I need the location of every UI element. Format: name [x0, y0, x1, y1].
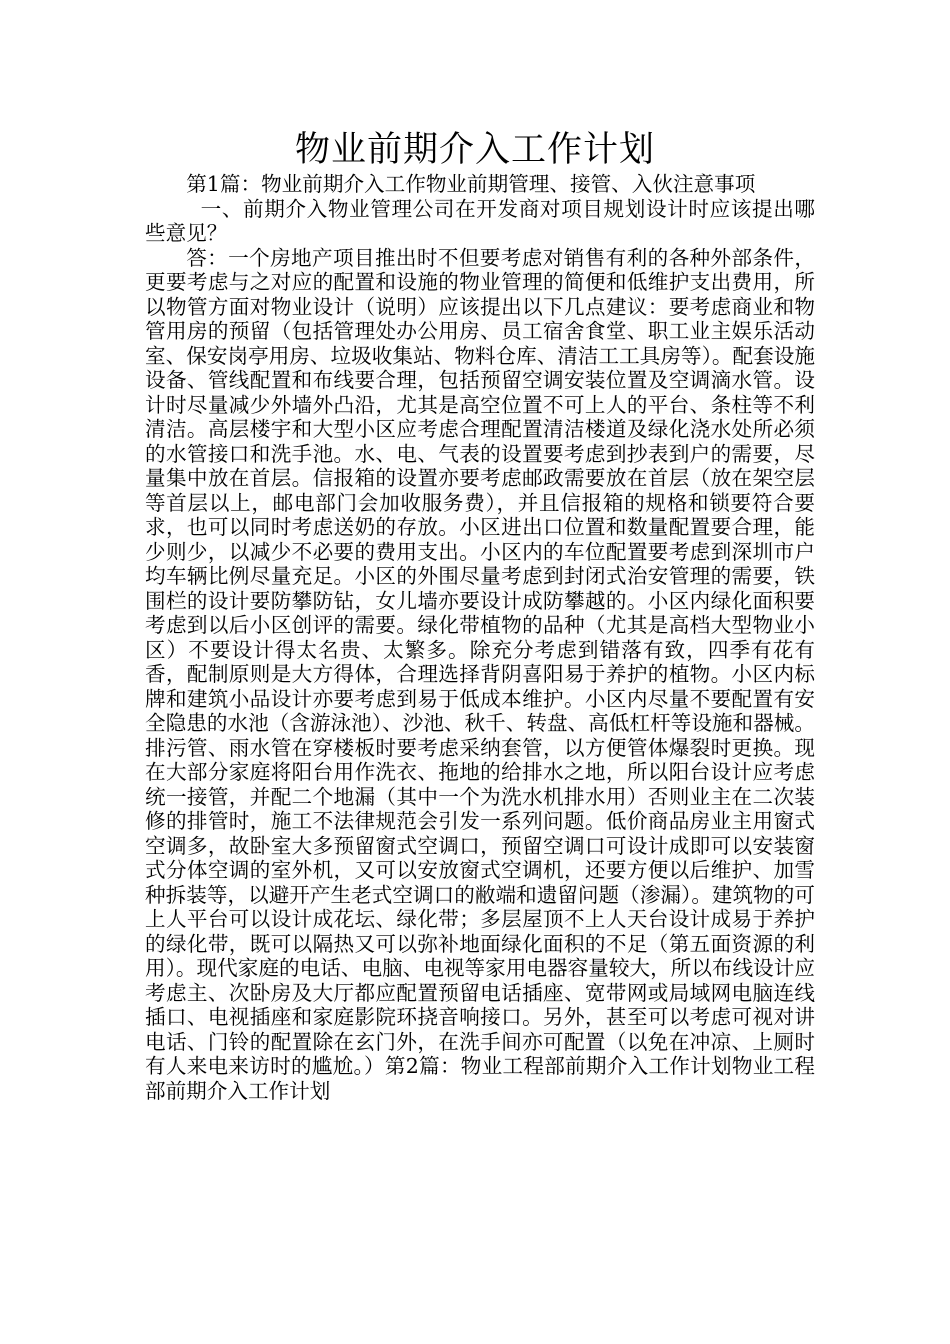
question-heading: 一、前期介入物业管理公司在开发商对项目规划设计时应该提出哪些意见？ — [145, 196, 815, 245]
document-title: 物业前期介入工作计划 — [294, 130, 655, 170]
section-heading-part1: 第1篇：物业前期介入工作物业前期管理、接管、入伙注意事项 — [186, 172, 756, 196]
answer-paragraph: 答：一个房地产项目推出时不但要考虑对销售有利的各种外部条件，更要考虑与之对应的配置和设施的物业管理的简便和低维护支出费用，所以物管方面对物业设计（说明）应该提出以下几点建议：要考虑商业和物管用房的预留（包括管理处办公用房、员工宿舍食堂、职工业主娱乐活动室、保安岗亭用房、垃圾收集站、物料仓库、清洁工工具房等）。配套设施设备、管线配置和布线要合理，包括预留空调安装位置及空调滴水管。设计时尽量减少外墙外凸沿，尤其是高空位置不可上人的平台、条柱等不利清洁。高层楼宇和大型小区应考虑合理配置清洁楼道及绿化浇水处所必须的水管接口和洗手池。水、电、气表的设置要考虑到抄表到户的需要，尽量集中放在首层。信报箱的设置亦要考虑邮政需要放在首层（放在架空层等首层以上，邮电部门会加收服务费），并且信报箱的规格和锁要符合要求，也可以同时考虑送奶的存放。小区进出口位置和数量配置要合理，能少则少，以减少不必要的费用支出。小区内的车位配置要考虑到深圳市户均车辆比例尽量充足。小区的外围尽量考虑到封闭式治安管理的需要，铁围栏的设计要防攀防钻，女儿墙亦要设计成防攀越的。小区内绿化面积要考虑到以后小区创评的需要。绿化带植物的品种（尤其是高档大型物业小区）不要设计得太名贵、太繁多。除充分考虑到错落有致，四季有花有香，配制原则是大方得体，合理选择背阴喜阳易于养护的植物。小区内标牌和建筑小品设计亦要考虑到易于低成本维护。小区内尽量不要配置有安全隐患的水池（含游泳池）、沙池、秋千、转盘、高低杠杆等设施和器械。排污管、雨水管在穿楼板时要考虑采纳套管，以方便管体爆裂时更换。现在大部分家庭将阳台用作洗衣、拖地的给排水之地，所以阳台设计应考虑统一接管，并配二个地漏（其中一个为洗水机排水用）否则业主在二次装修的排管时，施工不法律规范会引发一系列问题。低价商品房业主用窗式空调多，故卧室大多预留窗式空调口，预留空调口可设计成即可以安装窗式分体空调的室外机，又可以安放窗式空调机，还要方便以后维护、加雪种拆装等，以避开产生老式空调口的敝端和遗留问题（渗漏）。建筑物的可上人平台可以设计成花坛、绿化带；多层屋顶不上人天台设计成易于养护的绿化带，既可以隔热又可以弥补地面绿化面积的不足（第五面资源的利用）。现代家庭的电话、电脑、电视等家用电器容量较大，所以布线设计应考虑主、次卧房及大厅都应配置预留电话插座、宽带网或局域网电脑连线插口、电视插座和家庭影院环挠音响接口。另外，甚至可以考虑可视对讲电话、门铃的配置除在玄门外，在洗手间亦可配置（以免在冲凉、上厕时有人来电来访时的尴尬。）第2篇：物业工程部前期介入工作计划物业工程部前期介入工作计划 — [145, 245, 815, 1103]
document-body — [145, 172, 815, 1103]
